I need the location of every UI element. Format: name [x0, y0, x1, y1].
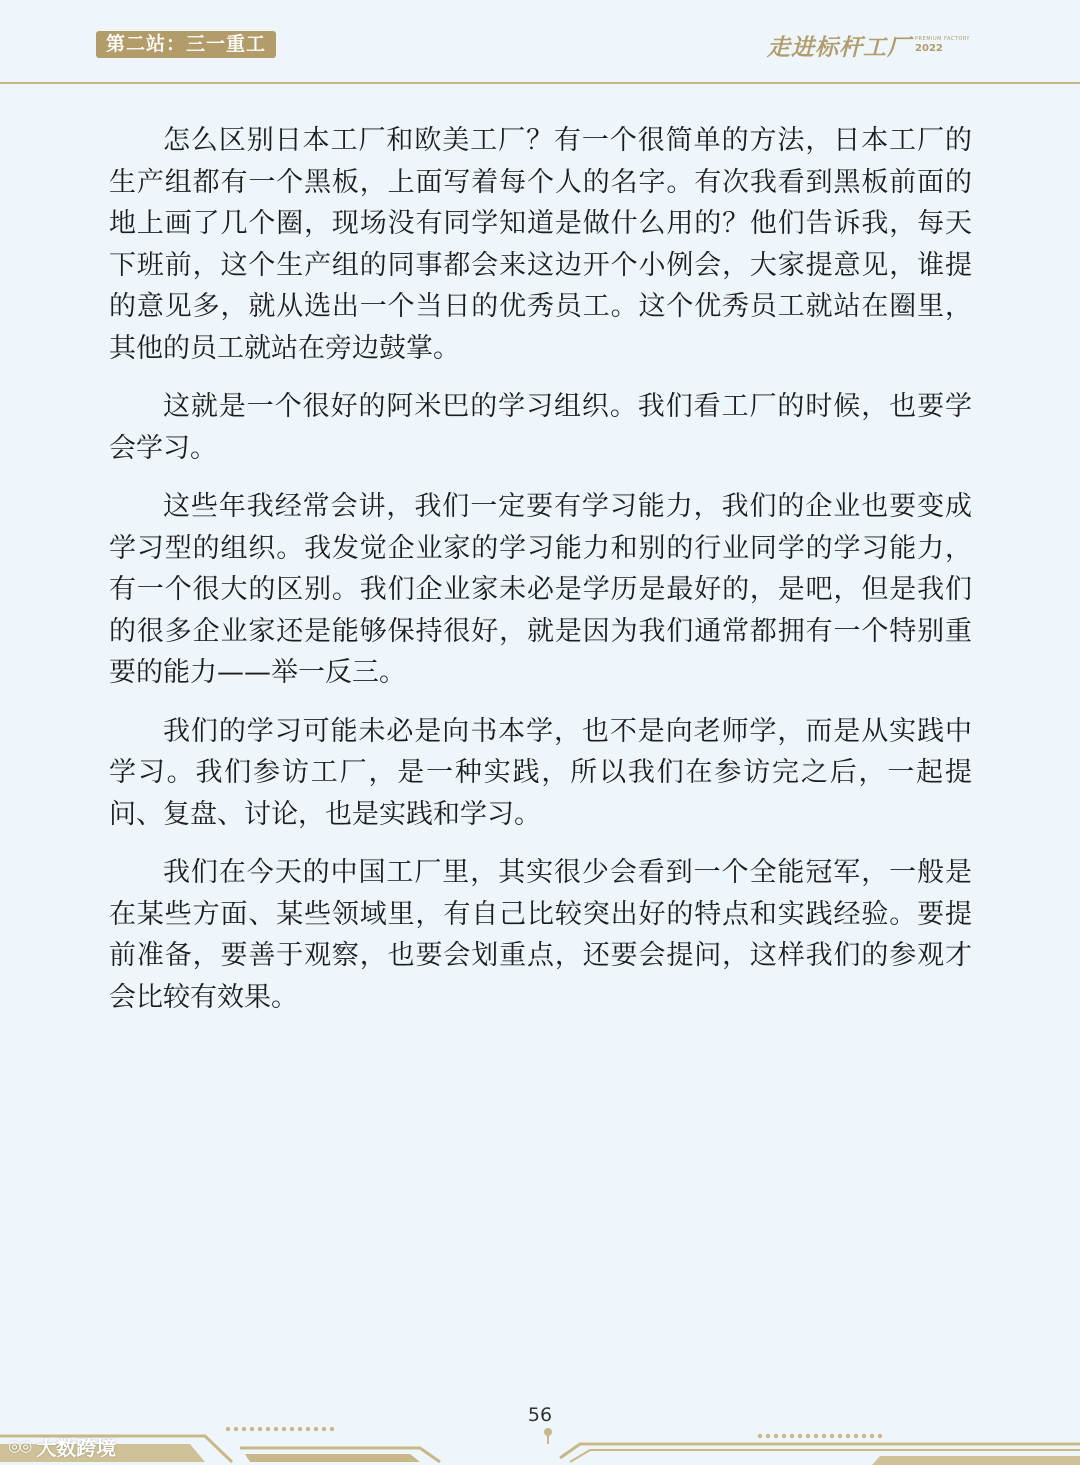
- watermark: [8, 1432, 116, 1460]
- page-number: 56: [527, 1404, 553, 1426]
- brand-side: [915, 37, 970, 54]
- header-divider: [0, 82, 1080, 84]
- brand-year: 2022: [915, 42, 943, 54]
- paragraph: 怎么区别日本工厂和欧美工厂？有一个很简单的方法，日本工厂的生产组都有一个黑板，上面写着每个人的名字。有次我看到黑板前面的地上画了几个圈，现场没有同学知道是做什么用的？他们告诉我，每天下班前，这个生产组的同事都会来这边开个小例会，大家提意见，谁提的意见多，就从选出一个当日的优秀员工。这个优秀员工就站在圈里，其他的员工就站在旁边鼓掌。: [109, 125, 972, 364]
- paragraph: 这就是一个很好的阿米巴的学习组织。我们看工厂的时候，也要学会学习。: [109, 391, 972, 464]
- article-body: [109, 120, 972, 1035]
- paragraph: 我们的学习可能未必是向书本学，也不是向老师学，而是从实践中学习。我们参访工厂，是一种实践，所以我们在参访完之后，一起提问、复盘、讨论，也是实践和学习。: [109, 715, 972, 830]
- section-tag: 第二站：三一重工: [96, 31, 276, 58]
- watermark-text: 大数跨境: [36, 1435, 117, 1460]
- paragraph: 我们在今天的中国工厂里，其实很少会看到一个全能冠军，一般是在某些方面、某些领域里，有自己比较突出好的特点和实践经验。要提前准备，要善于观察，也要会划重点，还要会提问，这样我们的参观才会比较有效果。: [109, 857, 972, 1013]
- page-header: [0, 0, 1080, 84]
- brand-title: 走进标杆工厂: [767, 34, 912, 61]
- paragraph: 这些年我经常会讲，我们一定要有学习能力，我们的企业也要变成学习型的组织。我发觉企业家的学习能力和别的行业同学的学习能力，有一个很大的区别。我们企业家未必是学历是最好的，是吧，但是我们的很多企业家还是能够保持很好，就是因为我们通常都拥有一个特别重要的能力——举一反三。: [109, 491, 972, 688]
- brand-small-text: PREMIUM FACTORY: [915, 35, 970, 42]
- logo-icon: ◎◎: [8, 1437, 31, 1455]
- brand-logo: [767, 30, 970, 60]
